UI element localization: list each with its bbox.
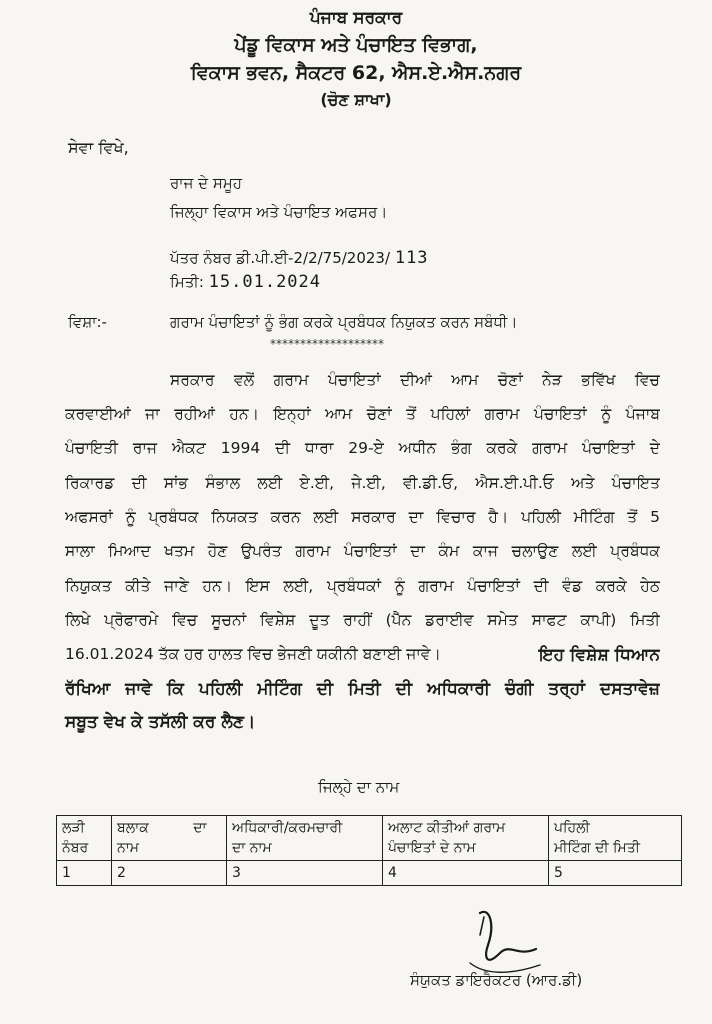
body-line-6: ਸਾਲਾ ਮਿਆਦ ਖਤਮ ਹੋਣ ਉਪਰੰਤ ਗਰਾਮ ਪੰਚਾਇਤਾਂ ਦਾ ਕੰਮ ਕਾਜ ਚਲਾਉਣ ਲਈ ਪ੍ਰਬੰਧਕ	[65, 542, 660, 560]
table-cell: 2	[112, 861, 227, 886]
table-cell: 5	[549, 861, 682, 886]
addressee-line-2: ਜਿਲ੍ਹਾ ਵਿਕਾਸ ਅਤੇ ਪੰਚਾਇਤ ਅਫਸਰ।	[170, 203, 388, 221]
letter-date-handwritten: 15.01.2024	[208, 272, 322, 292]
letter-date	[170, 272, 321, 292]
subject-label: ਵਿਸ਼ਾ:-	[68, 313, 107, 331]
handwritten-signature	[440, 905, 550, 980]
letter-number	[170, 248, 429, 268]
table-row	[57, 861, 682, 886]
body-line-9: 16.01.2024 ਤੱਕ ਹਰ ਹਾਲਤ ਵਿਚ ਭੇਜਣੀ ਯਕੀਨੀ ਬਣਾਈ ਜਾਵੇ। ਇਹ ਵਿਸ਼ੇਸ਼ ਧਿਆਨ	[65, 645, 660, 665]
body-line-8: ਲਿਖੇ ਪ੍ਰੋਫਾਰਮੇ ਵਿਚ ਸੂਚਨਾਂ ਵਿਸ਼ੇਸ਼ ਦੂਤ ਰਾਹੀਂ (ਪੈੱਨ ਡਰਾਈਵ ਸਮੇਤ ਸਾਫਟ ਕਾਪੀ) ਮਿਤੀ	[65, 611, 660, 629]
header-block-name: ਬਲਾਕ ਦਾ ਨਾਮ	[112, 816, 227, 861]
subject-text: ਗਰਾਮ ਪੰਚਾਇਤਾਂ ਨੂੰ ਭੰਗ ਕਰਕੇ ਪ੍ਰਬੰਧਕ ਨਿਯੁਕਤ ਕਰਨ ਸਬੰਧੀ।	[170, 313, 518, 331]
header-department: ਪੇਂਡੂ ਵਿਕਾਸ ਅਤੇ ਪੰਚਾਇਤ ਵਿਭਾਗ,	[234, 34, 478, 56]
header-allotted-panchayats: ਅਲਾਟ ਕੀਤੀਆਂ ਗਰਾਮ ਪੰਚਾਇਤਾਂ ਦੇ ਨਾਮ	[383, 816, 549, 861]
header-government: ਪੰਜਾਬ ਸਰਕਾਰ	[309, 8, 403, 28]
header-address: ਵਿਕਾਸ ਭਵਨ, ਸੈਕਟਰ 62, ਐਸ.ਏ.ਐਸ.ਨਗਰ	[190, 62, 522, 84]
body-line-4: ਰਿਕਾਰਡ ਦੀ ਸਾਂਭ ਸੰਭਾਲ ਲਈ ਏ.ਈ, ਜੇ.ਈ, ਵੀ.ਡੀ.ਓ, ਐਸ.ਈ.ਪੀ.ਓ ਅਤੇ ਪੰਚਾਇਤ	[65, 474, 660, 492]
body-line-5: ਅਫਸਰਾਂ ਨੂੰ ਪ੍ਰਬੰਧਕ ਨਿਯਕਤ ਕਰਨ ਲਈ ਸਰਕਾਰ ਦਾ ਵਿਚਾਰ ਹੈ। ਪਹਿਲੀ ਮੀਟਿੰਗ ਤੋਂ 5	[65, 508, 660, 526]
letter-number-handwritten: 113	[394, 248, 429, 268]
table-cell: 1	[57, 861, 112, 886]
letter-date-label: ਮਿਤੀ:	[170, 273, 204, 291]
letter-number-label: ਪੱਤਰ ਨੰਬਰ ਡੀ.ਪੀ.ਈ-2/2/75/2023/	[170, 249, 391, 267]
addressee-line-1: ਰਾਜ ਦੇ ਸਮੂਹ	[170, 174, 242, 192]
header-first-meeting-date: ਪਹਿਲੀ ਮੀਟਿੰਗ ਦੀ ਮਿਤੀ	[549, 816, 682, 861]
signature-designation: ਸੰਯੁਕਤ ਡਾਇਰੈਕਟਰ (ਆਰ.ਡੀ)	[410, 971, 583, 989]
subject-underline-stars: *******************	[270, 337, 384, 351]
proforma-table	[56, 815, 682, 886]
header-serial-number: ਲੜੀ ਨੰਬਰ	[57, 816, 112, 861]
body-line-1: ਸਰਕਾਰ ਵਲੋਂ ਗਰਾਮ ਪੰਚਾਇਤਾਂ ਦੀਆਂ ਆਮ ਚੋਣਾਂ ਨੇੜ ਭਵਿੱਖ ਵਿਚ	[170, 371, 660, 389]
table-cell: 3	[227, 861, 383, 886]
salutation: ਸੇਵਾ ਵਿਖੇ,	[68, 138, 129, 157]
table-header-row	[57, 816, 682, 861]
table-cell: 4	[383, 861, 549, 886]
body-emphasis-start: ਇਹ ਵਿਸ਼ੇਸ਼ ਧਿਆਨ	[538, 645, 660, 665]
body-line-2: ਕਰਵਾਈਆਂ ਜਾ ਰਹੀਆਂ ਹਨ। ਇਨ੍ਹਾਂ ਆਮ ਚੋਣਾਂ ਤੋਂ ਪਹਿਲਾਂ ਗਰਾਮ ਪੰਚਾਇਤਾਂ ਨੂੰ ਪੰਜਾਬ	[65, 405, 660, 423]
table-caption-district-name: ਜਿਲ੍ਹੇ ਦਾ ਨਾਮ	[318, 778, 400, 796]
header-officer-name: ਅਧਿਕਾਰੀ/ਕਰਮਚਾਰੀ ਦਾ ਨਾਮ	[227, 816, 383, 861]
body-line-10: ਰੱਖਿਆ ਜਾਵੇ ਕਿ ਪਹਿਲੀ ਮੀਟਿੰਗ ਦੀ ਮਿਤੀ ਦੀ ਅਧਿਕਾਰੀ ਚੰਗੀ ਤਰ੍ਹਾਂ ਦਸਤਾਵੇਜ਼	[65, 679, 660, 699]
body-line-3: ਪੰਚਾਇਤੀ ਰਾਜ ਐਕਟ 1994 ਦੀ ਧਾਰਾ 29-ਏ ਅਧੀਨ ਭੰਗ ਕਰਕੇ ਗਰਾਮ ਪੰਚਾਇਤਾਂ ਦੇ	[65, 439, 660, 457]
header-branch: (ਚੋਣ ਸ਼ਾਖਾ)	[320, 90, 392, 109]
body-line-7: ਨਿਯੁਕਤ ਕੀਤੇ ਜਾਣੇ ਹਨ। ਇਸ ਲਈ, ਪ੍ਰਬੰਧਕਾਂ ਨੂੰ ਗਰਾਮ ਪੰਚਾਇਤਾਂ ਦੀ ਵੰਡ ਕਰਕੇ ਹੇਠ	[65, 577, 660, 595]
body-line-11: ਸਬੂਤ ਵੇਖ ਕੇ ਤਸੱਲੀ ਕਰ ਲੈਣ।	[65, 712, 256, 732]
